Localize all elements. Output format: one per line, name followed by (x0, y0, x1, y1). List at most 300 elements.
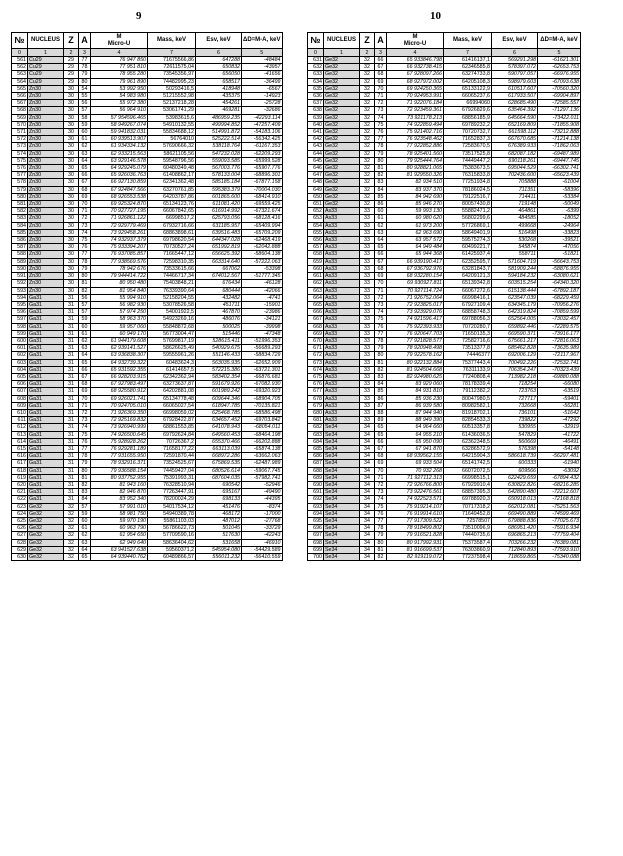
nucleus-cell: As33 (324, 381, 360, 388)
nucleus-cell: Se34 (324, 532, 360, 539)
table-row (12, 359, 283, 366)
mass-excess-cell: -66302.741 (538, 165, 581, 172)
z-cell: 32 (360, 78, 375, 85)
table-row (308, 481, 581, 488)
a-cell: 73 (375, 107, 387, 114)
z-cell: 33 (360, 352, 375, 359)
table-row (308, 352, 581, 359)
mass-kev-cell: 64205108,3 (444, 78, 492, 85)
esv-cell: 644347.028 (196, 237, 242, 244)
esv-cell: 651992.819 (196, 244, 242, 251)
nucleus-cell: Se34 (324, 438, 360, 445)
nucleus-cell: As33 (324, 301, 360, 308)
mass-excess-cell: -67877.158 (242, 179, 283, 186)
mass-micro-u-cell: 73 923929.076 (387, 309, 444, 316)
table-row (308, 388, 581, 395)
nucleus-cell: Ga31 (28, 294, 64, 301)
a-cell: 69 (375, 78, 387, 85)
esv-cell: 703266.232 (492, 539, 538, 546)
mass-kev-cell: 62341362,48 (148, 179, 196, 186)
mass-micro-u-cell: 61 944179.608 (91, 337, 148, 344)
z-cell: 33 (360, 316, 375, 323)
a-cell: 65 (375, 424, 387, 431)
row-number: 643 (308, 143, 324, 150)
mass-excess-cell: -65623.439 (538, 172, 581, 179)
mass-micro-u-cell: 59 941832.031 (91, 129, 148, 136)
esv-cell: 451711 (196, 301, 242, 308)
mass-excess-cell: -62652.909 (242, 359, 283, 366)
mass-excess-cell: -62209.293 (242, 150, 283, 157)
esv-cell: 682087.182 (492, 150, 538, 157)
row-number: 662 (308, 280, 324, 287)
row-number: 596 (12, 309, 28, 316)
mass-excess-cell: -39521 (538, 237, 581, 244)
z-cell: 33 (360, 208, 375, 215)
table-row (308, 323, 581, 330)
row-number: 681 (308, 417, 324, 424)
mass-micro-u-cell: 63 936838.307 (91, 352, 148, 359)
mass-excess-cell: -65709.209 (242, 229, 283, 236)
esv-cell: 609566 (492, 467, 538, 474)
a-cell: 87 (375, 402, 387, 409)
a-cell: 66 (79, 366, 91, 373)
a-cell: 68 (375, 453, 387, 460)
mass-excess-cell: -69487.989 (538, 150, 581, 157)
a-cell: 60 (79, 518, 91, 525)
mass-kev-cell: 62346585,8 (444, 64, 492, 71)
a-cell: 82 (375, 172, 387, 179)
esv-cell: 578133.004 (196, 172, 242, 179)
mass-micro-u-cell: 68 925580.912 (91, 388, 148, 395)
row-number: 589 (12, 258, 28, 265)
table-row (308, 265, 581, 272)
mass-micro-u-cell: 63 941527.638 (91, 546, 148, 553)
mass-micro-u-cell: 84 931 810 (387, 388, 444, 395)
mass-micro-u-cell: 67 928097.266 (387, 71, 444, 78)
table-row (12, 438, 283, 445)
row-number: 645 (308, 157, 324, 164)
z-cell: 30 (64, 280, 79, 287)
nucleus-cell: As33 (324, 366, 360, 373)
esv-cell: 628685.490 (492, 100, 538, 107)
esv-cell: 649560.453 (196, 431, 242, 438)
z-cell: 32 (64, 510, 79, 517)
row-number: 563 (12, 71, 28, 78)
mass-kev-cell: 78178339,4 (444, 381, 492, 388)
a-cell: 72 (375, 100, 387, 107)
table-row (12, 366, 283, 373)
a-cell: 73 (375, 301, 387, 308)
mass-kev-cell: 74482995,23 (148, 78, 196, 85)
z-cell: 30 (64, 244, 79, 251)
nucleus-cell: Zn30 (28, 215, 64, 222)
z-cell: 30 (64, 201, 79, 208)
table-row (308, 359, 581, 366)
a-cell: 62 (79, 143, 91, 150)
mass-excess-cell: -71862.063 (538, 143, 581, 150)
mass-micro-u-cell: 62 949 640 (91, 539, 148, 546)
nucleus-cell: Zn30 (28, 157, 64, 164)
header-no: № (12, 33, 28, 49)
nucleus-cell: As33 (324, 323, 360, 330)
mass-excess-cell: -62653.753 (538, 64, 581, 71)
nucleus-cell: Zn30 (28, 251, 64, 258)
mass-kev-cell: 75373587,4 (444, 539, 492, 546)
a-cell: 75 (79, 237, 91, 244)
mass-kev-cell: 61416137,1 (444, 57, 492, 64)
header-m (387, 33, 444, 49)
esv-cell: 622429.659 (492, 474, 538, 481)
table-row (308, 71, 581, 78)
esv-cell: 525222.514 (196, 136, 242, 143)
nucleus-cell: Ga31 (28, 402, 64, 409)
esv-cell: 718254 (492, 381, 538, 388)
mass-excess-cell: -70323.439 (538, 366, 581, 373)
z-cell: 32 (64, 539, 79, 546)
row-number: 561 (12, 57, 28, 64)
table-row (308, 100, 581, 107)
nucleus-cell: Zn30 (28, 201, 64, 208)
mass-excess-cell: -71214.138 (538, 136, 581, 143)
row-number: 657 (308, 244, 324, 251)
mass-kev-cell: 73524525,67 (148, 460, 196, 467)
mass-excess-cell: -32919 (538, 424, 581, 431)
a-cell: 71 (375, 474, 387, 481)
mass-kev-cell: 74466717,34 (148, 273, 196, 280)
nucleus-cell: Ga31 (28, 431, 64, 438)
mass-excess-cell: -56689.293 (242, 345, 283, 352)
mass-excess-cell: -59067.745 (242, 467, 283, 474)
mass-micro-u-cell: 78 932916.371 (91, 460, 148, 467)
row-number: 660 (308, 265, 324, 272)
nucleus-cell: As33 (324, 251, 360, 258)
mass-kev-cell: 59575274,3 (444, 237, 492, 244)
row-number: 677 (308, 388, 324, 395)
esv-cell: 616914.992 (196, 208, 242, 215)
a-cell: 65 (375, 244, 387, 251)
esv-cell: 655370.466 (196, 438, 242, 445)
table-row (308, 525, 581, 532)
mass-micro-u-cell: 74 922523.571 (387, 496, 444, 503)
mass-micro-u-cell: 72 926766.800 (387, 481, 444, 488)
row-number: 682 (308, 424, 324, 431)
mass-excess-cell: -68896.301 (242, 172, 283, 179)
a-cell: 81 (375, 546, 387, 553)
mass-kev-cell: 72582716,6 (444, 337, 492, 344)
mass-micro-u-cell: 70 924953.991 (387, 93, 444, 100)
mass-micro-u-cell: 72 929779.469 (91, 222, 148, 229)
row-number: 572 (12, 136, 28, 143)
a-cell: 55 (79, 93, 91, 100)
a-cell: 70 (79, 201, 91, 208)
table-row (308, 301, 581, 308)
a-cell: 64 (79, 546, 91, 553)
mass-micro-u-cell: 74 932937.379 (91, 237, 148, 244)
mass-kev-cell: 61436036,5 (444, 431, 492, 438)
z-cell: 33 (360, 417, 375, 424)
esv-cell: 586618.739 (492, 453, 538, 460)
mass-kev-cell: 63270761,85 (148, 186, 196, 193)
nucleus-cell: Cu29 (28, 64, 64, 71)
nucleus-cell: Ga31 (28, 474, 64, 481)
row-number: 600 (12, 337, 28, 344)
nucleus-cell: Ga31 (28, 409, 64, 416)
row-number: 565 (12, 85, 28, 92)
a-cell: 78 (79, 64, 91, 71)
mass-kev-cell: 68857395,3 (444, 489, 492, 496)
a-cell: 73 (79, 222, 91, 229)
z-cell: 31 (64, 496, 79, 503)
mass-micro-u-cell: 86 939 580 (387, 402, 444, 409)
row-number: 630 (12, 554, 28, 561)
mass-kev-cell: 78200024,29 (148, 496, 196, 503)
z-cell: 34 (360, 467, 375, 474)
table-row (308, 244, 581, 251)
row-number: 623 (12, 503, 28, 510)
row-number: 695 (308, 518, 324, 525)
mass-micro-u-cell: 68 939562.155 (387, 453, 444, 460)
mass-kev-cell: 75383673,5 (444, 165, 492, 172)
table-row (308, 179, 581, 186)
nucleus-cell: Ge32 (324, 71, 360, 78)
nucleus-cell: Ge32 (324, 100, 360, 107)
z-cell: 34 (360, 539, 375, 546)
mass-excess-cell: -77759.404 (538, 532, 581, 539)
z-cell: 34 (360, 431, 375, 438)
esv-cell: 675869.535 (196, 460, 242, 467)
nucleus-cell: Se34 (324, 554, 360, 561)
table-row (12, 78, 283, 85)
z-cell: 34 (360, 546, 375, 553)
mass-kev-cell: 62362348,5 (444, 438, 492, 445)
header-z: Z (64, 33, 79, 49)
esv-cell: 623547.039 (492, 294, 538, 301)
mass-excess-cell: -73635.989 (538, 345, 581, 352)
mass-excess-cell: -66876.681 (242, 373, 283, 380)
table-row (308, 474, 581, 481)
esv-cell: 635464.392 (492, 107, 538, 114)
esv-cell: 658517 (196, 78, 242, 85)
mass-micro-u-cell: 56 982 930 (91, 301, 148, 308)
z-cell: 32 (360, 121, 375, 128)
col-index: 7 (148, 49, 196, 57)
table-row (12, 186, 283, 193)
row-number: 678 (308, 395, 324, 402)
a-cell: 73 (79, 417, 91, 424)
header-esv: Esv, keV (492, 33, 538, 49)
mass-kev-cell: 76311133,9 (444, 366, 492, 373)
table-row (308, 424, 581, 431)
mass-excess-cell: -61167.353 (242, 143, 283, 150)
z-cell: 31 (64, 438, 79, 445)
mass-micro-u-cell: 64 939440.762 (91, 554, 148, 561)
nucleus-cell: Zn30 (28, 193, 64, 200)
esv-cell: 590797.057 (492, 71, 538, 78)
row-number: 575 (12, 157, 28, 164)
row-number: 654 (308, 222, 324, 229)
row-number: 690 (308, 481, 324, 488)
a-cell: 62 (375, 222, 387, 229)
z-cell: 34 (360, 532, 375, 539)
mass-excess-cell: -50049 (538, 201, 581, 208)
row-number: 597 (12, 316, 28, 323)
z-cell: 30 (64, 287, 79, 294)
a-cell: 57 (79, 107, 91, 114)
mass-micro-u-cell: 66 928203.915 (91, 373, 148, 380)
row-number: 605 (12, 373, 28, 380)
mass-kev-cell: 60480349,48 (148, 165, 196, 172)
esv-cell: 642890.480 (492, 489, 538, 496)
mass-excess-cell: -68904.705 (242, 395, 283, 402)
table-row (12, 222, 283, 229)
nucleus-cell: Se34 (324, 503, 360, 510)
esv-cell: 625793.056 (196, 215, 242, 222)
mass-kev-cell: 56786622,73 (148, 525, 196, 532)
nucleus-cell: Ge32 (324, 107, 360, 114)
z-cell: 33 (360, 402, 375, 409)
nucleus-cell: Ga31 (28, 467, 64, 474)
mass-kev-cell: 60513357,8 (444, 424, 492, 431)
mass-excess-cell: -63080.621 (538, 273, 581, 280)
nucleus-cell: Ge32 (324, 150, 360, 157)
z-cell: 34 (360, 503, 375, 510)
a-cell: 81 (375, 359, 387, 366)
esv-cell: 517630 (196, 532, 242, 539)
mass-excess-cell: -68128.416 (242, 215, 283, 222)
z-cell: 33 (360, 301, 375, 308)
esv-cell: 578397.072 (492, 64, 538, 71)
z-cell: 31 (64, 294, 79, 301)
header-no: № (308, 33, 324, 49)
esv-cell: 680444 (196, 287, 242, 294)
esv-cell: 615138.444 (492, 287, 538, 294)
nucleus-cell: Ga31 (28, 489, 64, 496)
table-row (308, 316, 581, 323)
row-number: 578 (12, 179, 28, 186)
row-number: 633 (308, 71, 324, 78)
esv-cell: 585185.184 (196, 179, 242, 186)
z-cell: 30 (64, 265, 79, 272)
table-row (308, 57, 581, 64)
row-number: 628 (12, 539, 28, 546)
mass-excess-cell: -66976.955 (538, 71, 581, 78)
mass-micro-u-cell: 79 936588.154 (91, 467, 148, 474)
z-cell: 31 (64, 467, 79, 474)
table-row (308, 229, 581, 236)
esv-cell: 559093.585 (196, 157, 242, 164)
page-number-right: 10 (430, 10, 441, 22)
mass-micro-u-cell: 63 957 572 (387, 237, 444, 244)
table-row (12, 258, 283, 265)
mass-kev-cell: 54017534,12 (148, 503, 196, 510)
esv-cell: 695167 (196, 489, 242, 496)
z-cell: 32 (360, 165, 375, 172)
mass-excess-cell: -32686 (242, 107, 283, 114)
row-number: 593 (12, 287, 28, 294)
z-cell: 32 (360, 129, 375, 136)
mass-kev-cell: 66067842,65 (148, 208, 196, 215)
nucleus-cell: As33 (324, 294, 360, 301)
mass-micro-u-cell: 76 920647.703 (387, 330, 444, 337)
mass-micro-u-cell: 58 963 370 (91, 316, 148, 323)
mass-kev-cell: 56773004,47 (148, 330, 196, 337)
mass-kev-cell: 72583670,5 (444, 143, 492, 150)
row-number: 609 (12, 402, 28, 409)
a-cell: 81 (79, 474, 91, 481)
mass-micro-u-cell: 64 949 484 (387, 244, 444, 251)
page-number-left: 9 (136, 10, 142, 22)
mass-micro-u-cell: 74 922859.494 (387, 121, 444, 128)
mass-kev-cell: 73533615,66 (148, 265, 196, 272)
esv-cell: 486959.235 (196, 114, 242, 121)
mass-excess-cell: -75340.088 (538, 554, 581, 561)
mass-excess-cell: -64340.320 (538, 280, 581, 287)
mass-kev-cell: 70720280,7 (444, 323, 492, 330)
mass-kev-cell: 72598310,35 (148, 258, 196, 265)
mass-excess-cell: -41656 (242, 71, 283, 78)
row-number: 665 (308, 301, 324, 308)
z-cell: 33 (360, 388, 375, 395)
table-row (308, 546, 581, 553)
mass-excess-cell: -69320.923 (242, 388, 283, 395)
esv-cell: 528615.411 (196, 337, 242, 344)
esv-cell: 650832 (196, 64, 242, 71)
a-cell: 80 (375, 352, 387, 359)
nucleus-cell: Zn30 (28, 165, 64, 172)
table-row (308, 532, 581, 539)
esv-cell: 625468.785 (196, 409, 242, 416)
mass-micro-u-cell: 72 923825.017 (387, 301, 444, 308)
mass-excess-cell: -48484 (242, 57, 283, 64)
mass-excess-cell: -56643.753 (538, 258, 581, 265)
mass-micro-u-cell: 73 929458.261 (91, 229, 148, 236)
table-row (308, 409, 581, 416)
nucleus-cell: As33 (324, 330, 360, 337)
row-number: 626 (12, 525, 28, 532)
mass-micro-u-cell: 81 929550.326 (387, 172, 444, 179)
a-cell: 77 (375, 330, 387, 337)
esv-cell: 656050 (196, 71, 242, 78)
a-cell: 78 (79, 453, 91, 460)
z-cell: 31 (64, 345, 79, 352)
row-number: 680 (308, 409, 324, 416)
mass-kev-cell: 72578507 (444, 518, 492, 525)
z-cell: 33 (360, 222, 375, 229)
nucleus-cell: Se34 (324, 489, 360, 496)
a-cell: 77 (79, 251, 91, 258)
table-row (12, 71, 283, 78)
mass-micro-u-cell: 79 922578.162 (387, 352, 444, 359)
esv-cell: 468172 (196, 510, 242, 517)
z-cell: 32 (64, 546, 79, 553)
table-row (12, 201, 283, 208)
z-cell: 33 (360, 251, 375, 258)
table-row (308, 237, 581, 244)
nuclide-table-left (11, 32, 283, 561)
mass-micro-u-cell: 64 964 660 (387, 424, 444, 431)
a-cell: 63 (79, 345, 91, 352)
row-number: 646 (308, 165, 324, 172)
esv-cell: 595383.379 (196, 186, 242, 193)
nucleus-cell: Zn30 (28, 273, 64, 280)
mass-kev-cell: 67929910,4 (444, 481, 492, 488)
mass-micro-u-cell: 80 937752.955 (91, 474, 148, 481)
mass-micro-u-cell: 77 951 810 (91, 64, 148, 71)
row-number: 594 (12, 294, 28, 301)
esv-cell: 706354.247 (492, 366, 538, 373)
row-number: 642 (308, 136, 324, 143)
esv-cell: 514991.872 (196, 129, 242, 136)
